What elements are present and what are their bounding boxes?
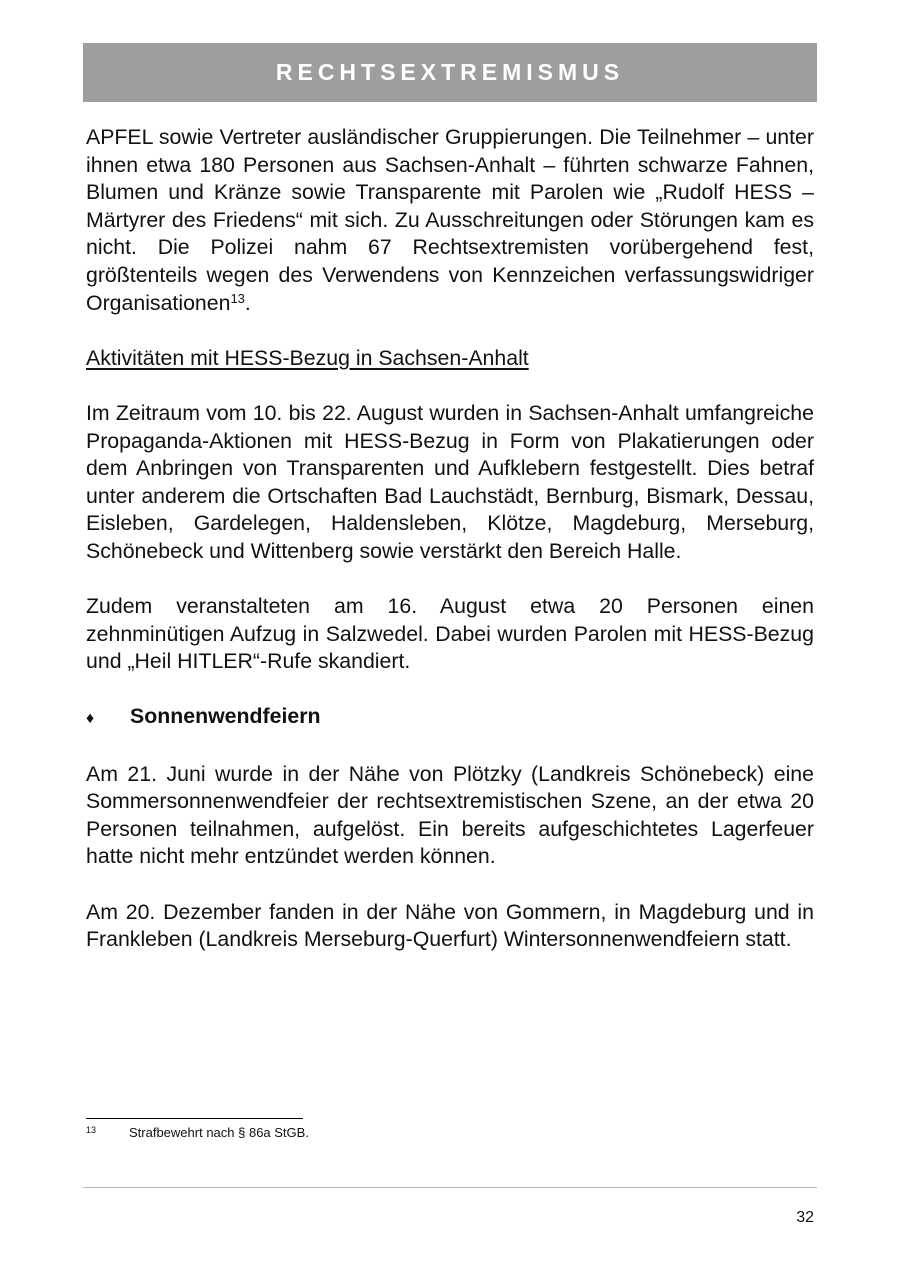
diamond-bullet-icon: ♦ [86, 710, 95, 728]
paragraph-gap [86, 733, 814, 761]
paragraph-gap [86, 676, 814, 704]
footnote [86, 1124, 786, 1142]
paragraph-gap [86, 372, 814, 400]
footer-divider [83, 1187, 817, 1188]
footnote-reference[interactable]: 13 [230, 290, 245, 306]
section-subheading: Aktivitäten mit HESS-Bezug in Sachsen-Anhalt [86, 345, 529, 370]
paragraph-gap [86, 317, 814, 345]
paragraph-gap [86, 566, 814, 594]
header-bar [83, 43, 817, 102]
paragraph-salzwedel-march: Zudem veranstalteten am 16. August etwa 20 Personen einen zehnminütigen Aufzug in Salzwedel. Dabei wurden Parolen mit HESS-Bezug und „Heil HITLER“-Rufe skandiert. [86, 594, 814, 674]
page-number: 32 [796, 1209, 814, 1226]
paragraph-winter-solstice: Am 20. Dezember fanden in der Nähe von Gommern, in Magdeburg und in Frankleben (Landkreis Merseburg-Querfurt) Wintersonnenwendfeiern statt. [86, 899, 814, 952]
paragraph-hess-march [86, 124, 814, 317]
paragraph-propaganda-actions: Im Zeitraum vom 10. bis 22. August wurden in Sachsen-Anhalt umfangreiche Propaganda-Aktionen mit HESS-Bezug in Form von Plakatierungen oder dem Anbringen von Transparenten und Aufklebern festgestellt. Dies betraf unter anderem die Ortschaften Bad Lauchstädt, Bernburg, Bismark, Dessau, Eisleben, Gardelegen, Haldensleben, Klötze, Magdeburg, Merseburg, Schönebeck und Wittenberg sowie verstärkt den Bereich Halle. [86, 400, 814, 563]
bullet-heading [86, 703, 814, 733]
header-title: RECHTSEXTREMISMUS [275, 59, 625, 85]
paragraph-hess-march-tail: . [244, 290, 251, 315]
footnote-number: 13 [86, 1125, 97, 1135]
page-content [86, 124, 814, 954]
footnote-text: Strafbewehrt nach § 86a StGB. [129, 1125, 309, 1140]
paragraph-hess-march-text: APFEL sowie Vertreter ausländischer Gruppierungen. Die Teilnehmer – unter ihnen etwa 180 Personen aus Sachsen-Anhalt – führten schwarze Fahnen, Blumen und Kränze sowie Transparente mit Parolen wie „Rudolf HESS – Märtyrer des Friedens“ mit sich. Zu Ausschreitungen oder Störungen kam es nicht. Die Polizei nahm 67 Rechtsextremisten vorübergehend fest, größtenteils wegen des Verwendens von Kennzeichen verfassungswidriger Organisationen [86, 125, 814, 315]
paragraph-summer-solstice: Am 21. Juni wurde in der Nähe von Plötzky (Landkreis Schönebeck) eine Sommersonnenwendfeier der rechtsextremistischen Szene, an der etwa 20 Personen teilnahmen, aufgelöst. Ein bereits aufgeschichtetes Lagerfeuer hatte nicht mehr entzündet werden können. [86, 761, 814, 869]
bullet-heading-label: Sonnenwendfeiern [130, 704, 321, 729]
paragraph-gap [86, 871, 814, 899]
footnote-separator [86, 1118, 303, 1119]
